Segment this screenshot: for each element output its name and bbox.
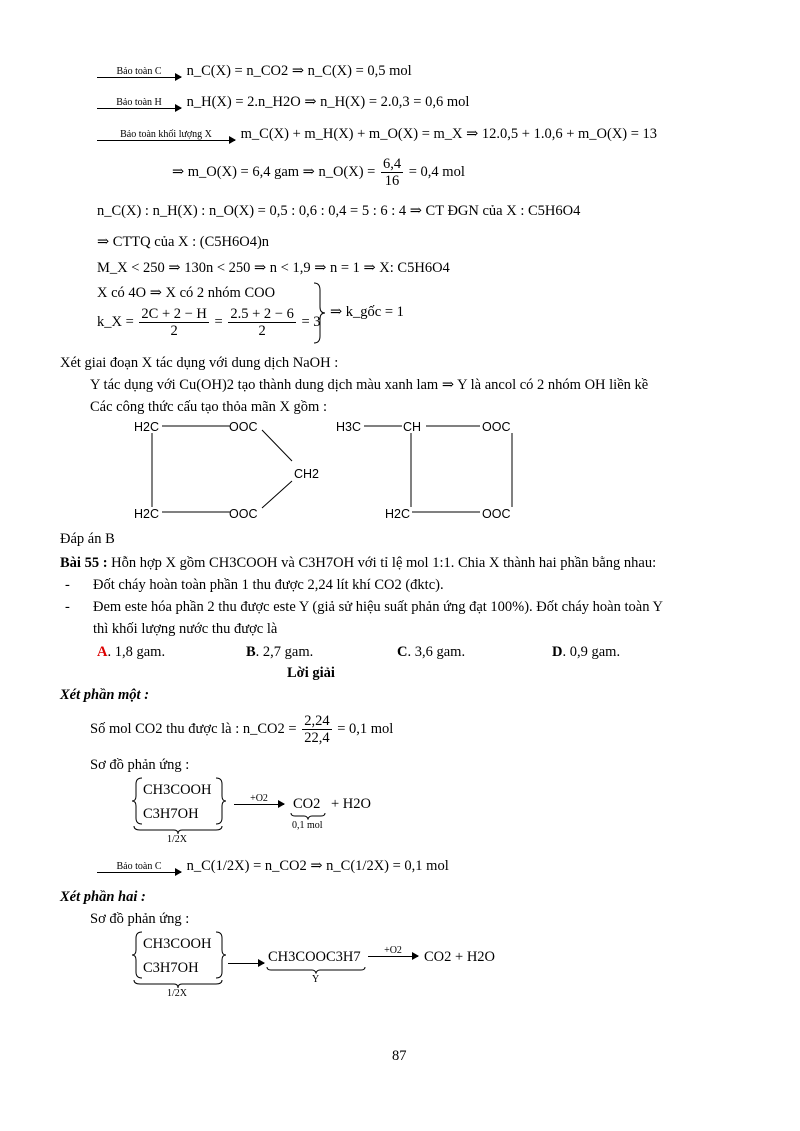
- mol-co2-line: Số mol CO2 thu được là : n_CO2 = $\frac{2,24}{22,4}$ = 0,1 mol: [90, 713, 394, 746]
- s2-ooc-bot: OOC: [482, 507, 511, 521]
- fraction-k1: $\frac{2C + 2 - H}{2}$: [141, 306, 207, 339]
- s2-h3c: H3C: [336, 420, 362, 434]
- s1-ooc-bot: OOC: [229, 507, 258, 521]
- bullet-2: - Đem este hóa phần 2 thu được este Y (giả sử hiệu suất phản ứng đạt 100%). Đốt cháy hoàn toàn Y: [65, 599, 664, 615]
- s2-h2c: H2C: [385, 507, 411, 521]
- eq-line-5: n_C(X) : n_H(X) : n_O(X) = 0,5 : 0,6 : 0,4 = 5 : 6 : 4 ⇒ CT ĐGN của X : C5H6O4: [97, 203, 581, 219]
- bullet-1: - Đốt cháy hoàn toàn phần 1 thu được 2,24 lít khí CO2 (đktc).: [65, 577, 444, 593]
- page-number: 87: [392, 1048, 407, 1064]
- s1-h2c-bot: H2C: [134, 507, 160, 521]
- eq-line-8: X có 4O ⇒ X có 2 nhóm COO: [97, 285, 276, 301]
- eq-line-2: Bảo toàn H n_H(X) = 2.n_H2O ⇒ n_H(X) = 2.0,3 = 0,6 mol: [97, 93, 469, 111]
- fraction-co2: $\frac{2,24}{22,4}$: [304, 713, 330, 746]
- right-brace: [312, 282, 326, 344]
- na-stage-text: Xét giai đoạn X tác dụng với dung dịch NaOH :: [60, 355, 339, 371]
- arrow-conservation-h: Bảo toàn H: [97, 97, 181, 109]
- part-two-heading: Xét phần hai :: [60, 889, 146, 905]
- part-one-heading: Xét phần một :: [60, 687, 150, 703]
- scheme-2-label: Sơ đồ phản ứng :: [90, 911, 190, 927]
- s1-ch2: CH2: [294, 467, 320, 481]
- option-c: C. 3,6 gam.: [397, 644, 466, 660]
- y-cu-text: Y tác dụng với Cu(OH)2 tạo thành dung dịch màu xanh lam ⇒ Y là ancol có 2 nhóm OH liền kề: [90, 377, 649, 393]
- arrow-conservation-c2: Bảo toàn C: [97, 861, 181, 873]
- option-d: D. 0,9 gam.: [552, 644, 621, 660]
- fraction-k2: $\frac{2.5 + 2 - 6}{2}$: [230, 306, 294, 339]
- eq-line-1: Bảo toàn C n_C(X) = n_CO2 ⇒ n_C(X) = 0,5 mol: [97, 62, 412, 80]
- eq-line-7: M_X < 250 ⇒ 130n < 250 ⇒ n < 1,9 ⇒ n = 1 ⇒ X: C5H6O4: [97, 260, 450, 276]
- s1-ooc-top: OOC: [229, 420, 258, 434]
- eq-line-9: k_X = $\frac{2C + 2 - H}{2}$ = $\frac{2.5 + 2 - 6}{2}$ = 3: [97, 306, 321, 339]
- arrow-conservation-mass: Bảo toàn khối lượng X: [97, 129, 235, 141]
- fraction-o: $\frac{6,4}{16}$: [382, 156, 402, 189]
- eq-bt-c2: Bảo toàn C n_C(1/2X) = n_CO2 ⇒ n_C(1/2X) = 0,1 mol: [97, 857, 449, 875]
- s2-ooc-top: OOC: [482, 420, 511, 434]
- eq-line-6: ⇒ CTTQ của X : (C5H6O4)n: [97, 234, 270, 250]
- eq-line-3: Bảo toàn khối lượng X m_C(X) + m_H(X) + m_O(X) = m_X ⇒ 12.0,5 + 1.0,6 + m_O(X) = 13: [97, 125, 657, 143]
- solution-heading: Lời giải: [287, 665, 335, 681]
- arrow-conservation-c: Bảo toàn C: [97, 66, 181, 78]
- option-a: A. 1,8 gam.: [97, 644, 166, 660]
- answer-b: Đáp án B: [60, 531, 115, 547]
- s2-ch: CH: [403, 420, 422, 434]
- eq-line-4: ⇒ m_O(X) = 6,4 gam ⇒ n_O(X) = $\frac{6,4}{16}$ = 0,4 mol: [172, 156, 465, 189]
- s1-h2c-top: H2C: [134, 420, 160, 434]
- structures-intro: Các công thức cấu tạo thỏa mãn X gồm :: [90, 399, 327, 415]
- problem-55: Bài 55 : Hỗn hợp X gồm CH3COOH và C3H7OH với tỉ lệ mol 1:1. Chia X thành hai phần bằng nhau:: [60, 555, 657, 571]
- bullet-2-cont: thì khối lượng nước thu được là: [93, 621, 278, 637]
- option-b: B. 2,7 gam.: [246, 644, 314, 660]
- eq-kgoc: ⇒ k_gốc = 1: [330, 304, 404, 320]
- scheme-1-label: Sơ đồ phản ứng :: [90, 757, 190, 773]
